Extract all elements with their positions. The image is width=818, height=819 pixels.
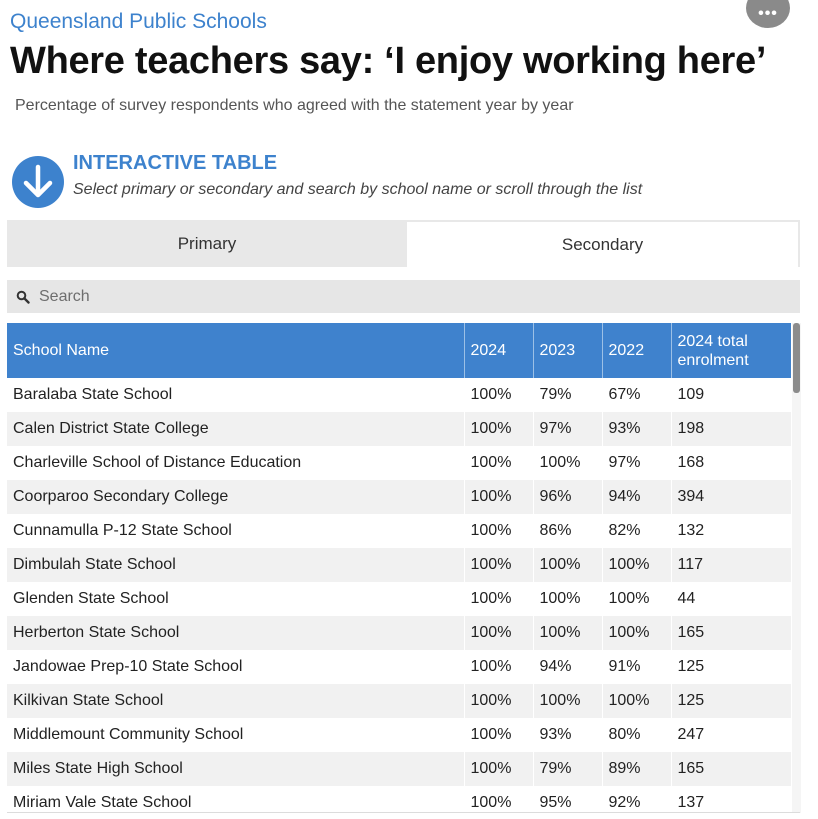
pct-2023-cell: 79% (533, 378, 602, 412)
pct-2023-cell: 93% (533, 718, 602, 752)
pct-2022-cell: 97% (602, 446, 671, 480)
pct-2022-cell: 80% (602, 718, 671, 752)
table-row[interactable] (7, 718, 791, 752)
pct-2023-cell: 100% (533, 446, 602, 480)
enrolment-cell: 137 (671, 786, 791, 813)
school-name-cell: Middlemount Community School (7, 718, 464, 752)
table-row[interactable] (7, 752, 791, 786)
pct-2022-cell: 94% (602, 480, 671, 514)
pct-2024-cell: 100% (464, 446, 533, 480)
enrolment-cell: 132 (671, 514, 791, 548)
table-scrollbar[interactable] (792, 323, 801, 813)
more-options-button[interactable]: ••• (746, 0, 790, 28)
pct-2024-cell: 100% (464, 548, 533, 582)
school-name-cell: Baralaba State School (7, 378, 464, 412)
enrolment-cell: 165 (671, 752, 791, 786)
pct-2022-cell: 91% (602, 650, 671, 684)
search-icon (16, 290, 30, 304)
enrolment-cell: 198 (671, 412, 791, 446)
table-row[interactable] (7, 786, 791, 813)
column-header-2024[interactable]: 2024 (464, 323, 533, 378)
table-row[interactable] (7, 378, 791, 412)
tab-secondary[interactable]: Secondary (407, 220, 800, 267)
pct-2024-cell: 100% (464, 786, 533, 813)
enrolment-cell: 109 (671, 378, 791, 412)
pct-2023-cell: 95% (533, 786, 602, 813)
table-row[interactable] (7, 650, 791, 684)
pct-2024-cell: 100% (464, 480, 533, 514)
school-name-cell: Coorparoo Secondary College (7, 480, 464, 514)
school-name-cell: Kilkivan State School (7, 684, 464, 718)
page-subtitle: Percentage of survey respondents who agreed with the statement year by year (15, 97, 574, 114)
enrolment-cell: 247 (671, 718, 791, 752)
pct-2022-cell: 100% (602, 616, 671, 650)
pct-2024-cell: 100% (464, 752, 533, 786)
divider (7, 812, 800, 813)
tab-primary[interactable]: Primary (177, 234, 237, 253)
pct-2023-cell: 79% (533, 752, 602, 786)
table-header-row (7, 323, 791, 378)
page-title: Where teachers say: ‘I enjoy working here’ (10, 40, 767, 82)
pct-2024-cell: 100% (464, 650, 533, 684)
school-type-tabs (7, 220, 800, 267)
table-row[interactable] (7, 582, 791, 616)
table-row[interactable] (7, 616, 791, 650)
pct-2022-cell: 82% (602, 514, 671, 548)
arrow-down-icon (12, 156, 64, 208)
school-name-cell: Charleville School of Distance Education (7, 446, 464, 480)
enrolment-cell: 44 (671, 582, 791, 616)
pct-2024-cell: 100% (464, 718, 533, 752)
pct-2023-cell: 86% (533, 514, 602, 548)
enrolment-cell: 394 (671, 480, 791, 514)
interactive-table-description: Select primary or secondary and search by school name or scroll through the list (73, 181, 643, 198)
table-row[interactable] (7, 446, 791, 480)
schools-table (7, 323, 791, 813)
pct-2022-cell: 100% (602, 684, 671, 718)
search-bar (7, 280, 800, 313)
pct-2023-cell: 100% (533, 684, 602, 718)
pct-2023-cell: 100% (533, 548, 602, 582)
search-input[interactable] (37, 287, 761, 307)
pct-2024-cell: 100% (464, 684, 533, 718)
school-name-cell: Glenden State School (7, 582, 464, 616)
school-name-cell: Cunnamulla P-12 State School (7, 514, 464, 548)
table-row[interactable] (7, 548, 791, 582)
pct-2022-cell: 92% (602, 786, 671, 813)
pct-2024-cell: 100% (464, 514, 533, 548)
pct-2024-cell: 100% (464, 378, 533, 412)
pct-2023-cell: 97% (533, 412, 602, 446)
enrolment-cell: 125 (671, 684, 791, 718)
column-header-enrolment[interactable]: 2024 total enrolment (671, 323, 791, 378)
pct-2022-cell: 89% (602, 752, 671, 786)
school-name-cell: Miles State High School (7, 752, 464, 786)
scrollbar-thumb[interactable] (793, 323, 800, 393)
pct-2024-cell: 100% (464, 616, 533, 650)
column-header-school-name[interactable]: School Name (7, 323, 464, 378)
table-row[interactable] (7, 684, 791, 718)
school-name-cell: Jandowae Prep-10 State School (7, 650, 464, 684)
pct-2023-cell: 100% (533, 582, 602, 616)
pct-2023-cell: 100% (533, 616, 602, 650)
table-row[interactable] (7, 412, 791, 446)
column-header-2022[interactable]: 2022 (602, 323, 671, 378)
enrolment-cell: 165 (671, 616, 791, 650)
school-name-cell: Herberton State School (7, 616, 464, 650)
pct-2023-cell: 94% (533, 650, 602, 684)
school-name-cell: Miriam Vale State School (7, 786, 464, 813)
table-row[interactable] (7, 480, 791, 514)
enrolment-cell: 117 (671, 548, 791, 582)
school-name-cell: Dimbulah State School (7, 548, 464, 582)
enrolment-cell: 168 (671, 446, 791, 480)
table-row[interactable] (7, 514, 791, 548)
pct-2022-cell: 67% (602, 378, 671, 412)
pct-2022-cell: 100% (602, 582, 671, 616)
interactive-table-title: INTERACTIVE TABLE (73, 152, 278, 174)
pct-2023-cell: 96% (533, 480, 602, 514)
school-name-cell: Calen District State College (7, 412, 464, 446)
pct-2022-cell: 93% (602, 412, 671, 446)
pct-2024-cell: 100% (464, 412, 533, 446)
pct-2024-cell: 100% (464, 582, 533, 616)
enrolment-cell: 125 (671, 650, 791, 684)
pct-2022-cell: 100% (602, 548, 671, 582)
kicker: Queensland Public Schools (10, 10, 267, 33)
column-header-2023[interactable]: 2023 (533, 323, 602, 378)
